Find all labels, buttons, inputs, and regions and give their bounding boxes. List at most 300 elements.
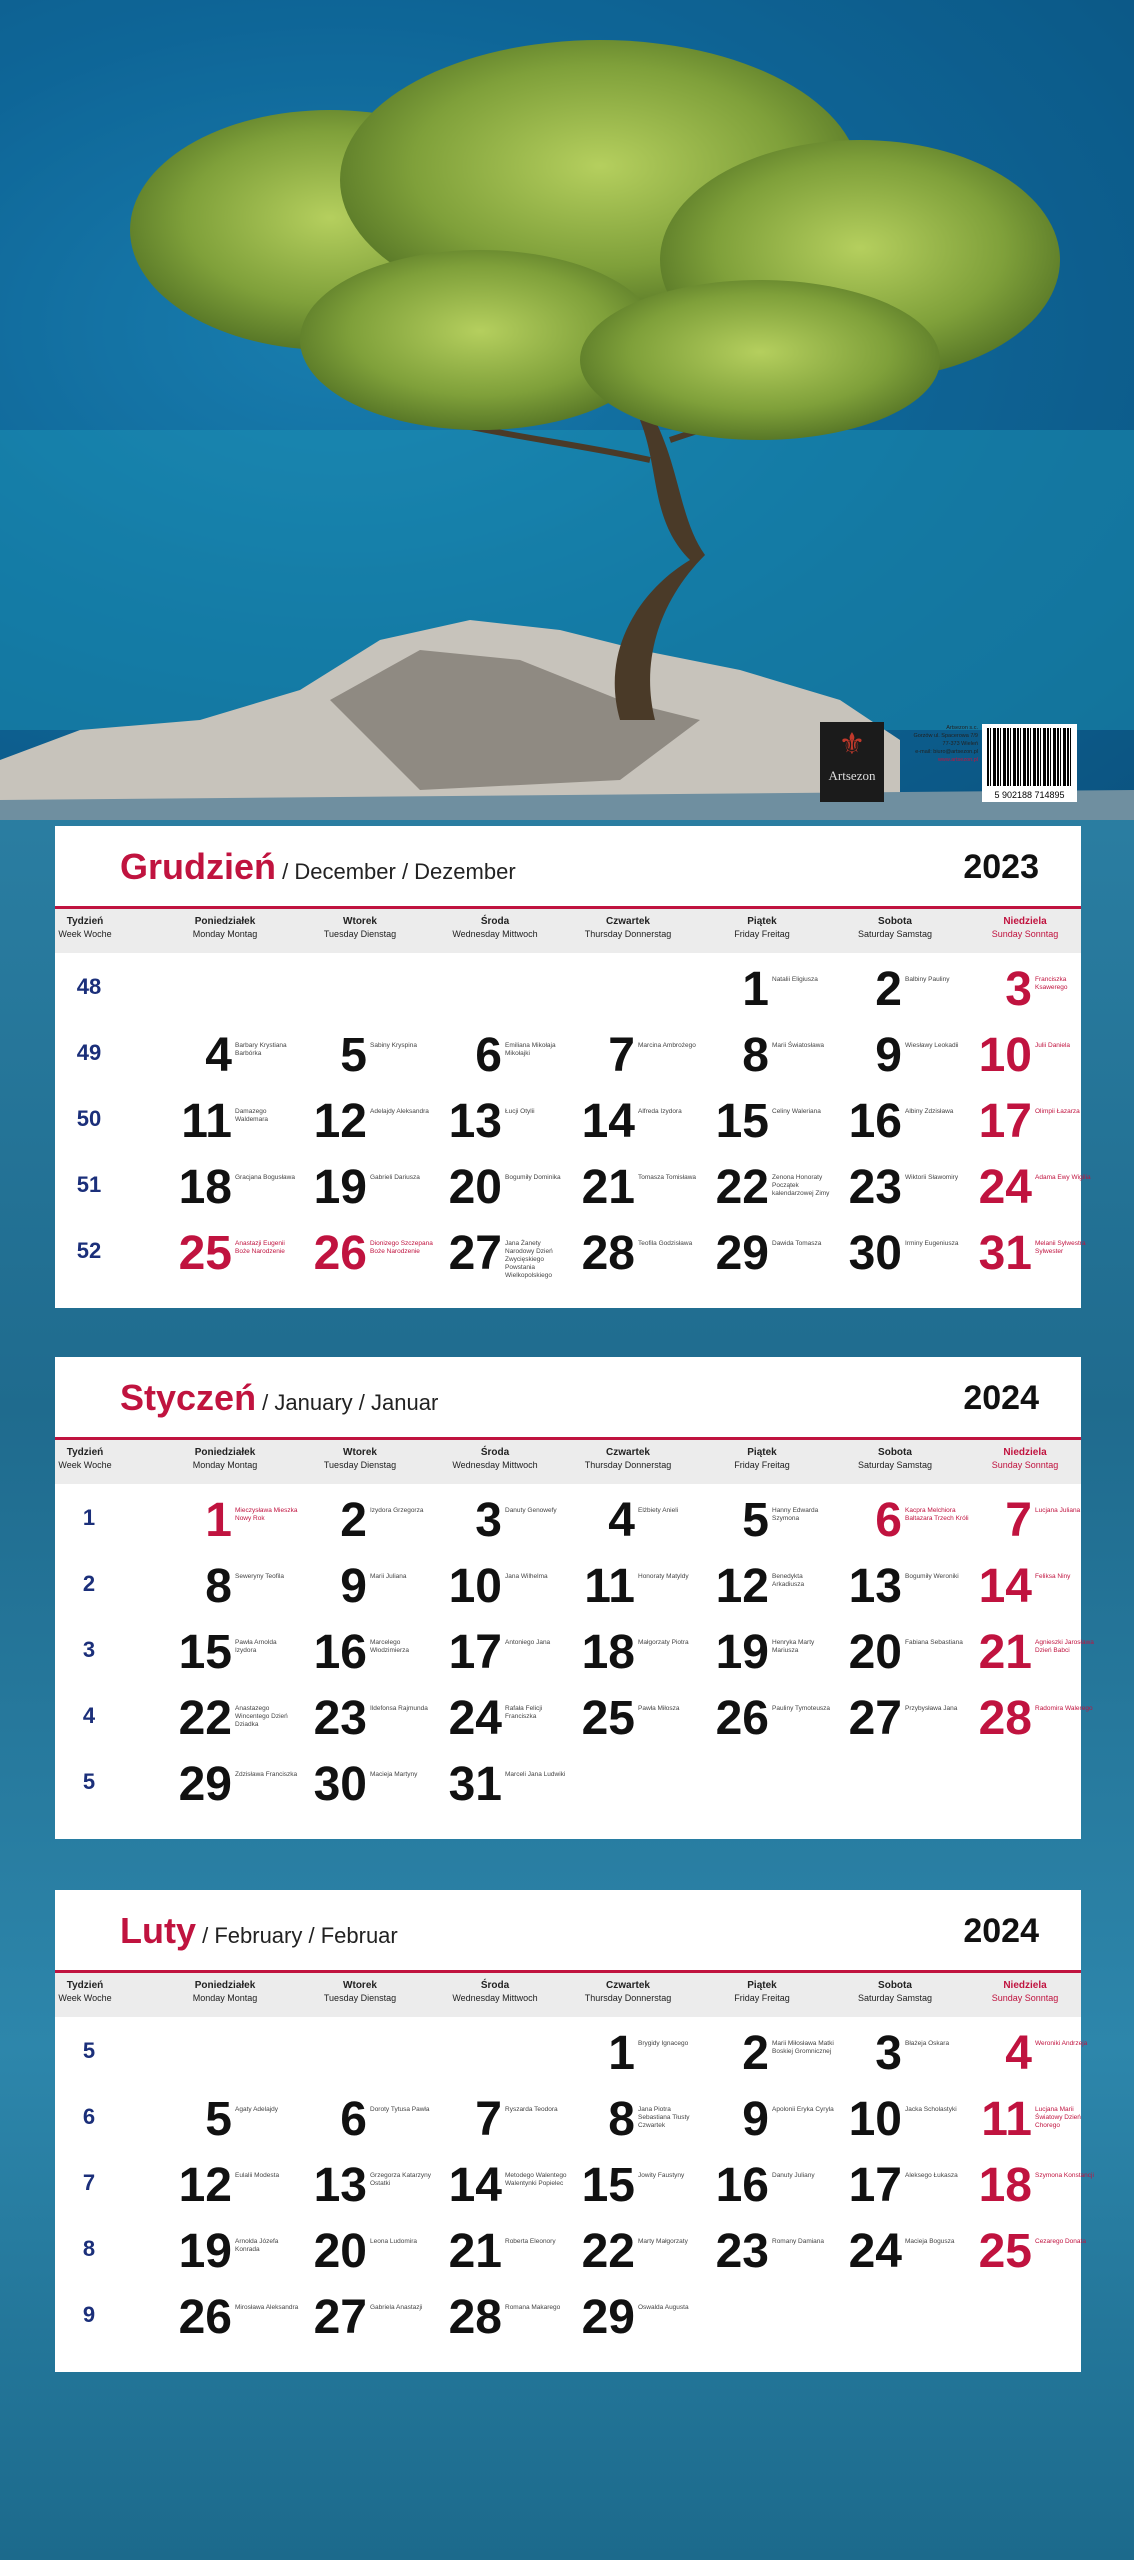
day-number: 14 xyxy=(978,1560,1032,1613)
week-row xyxy=(55,1751,1081,1817)
month-panel-2 xyxy=(55,1890,1094,2372)
weekday-name: Poniedziałek xyxy=(194,1980,256,1991)
nameday-text: Łucji Otylii xyxy=(505,1108,535,1115)
week-row xyxy=(55,2086,1081,2152)
month-name-label: Styczeń xyxy=(120,1377,257,1418)
day-cell xyxy=(970,2152,1100,2218)
day-cell xyxy=(707,1022,837,1088)
nameday-text: Feliksa Niny xyxy=(1035,1573,1071,1580)
nameday-text: Gabrieli Dariusza xyxy=(370,1174,420,1181)
day-number: 25 xyxy=(978,2225,1032,2278)
weekday-header xyxy=(563,916,693,940)
week-number: 50 xyxy=(76,1106,102,1131)
nameday-text: Metodego Walentego Walentynki Popielec xyxy=(505,2172,567,2187)
day-number: 31 xyxy=(978,1227,1032,1280)
weekday-header xyxy=(430,1447,560,1471)
publisher-logo xyxy=(820,722,884,802)
day-cell xyxy=(170,1154,300,1220)
month-name-label: Luty xyxy=(120,1910,196,1951)
nameday-text: Eulalii Modesta xyxy=(235,2172,280,2179)
day-number: 7 xyxy=(475,2093,502,2146)
week-row xyxy=(55,1619,1094,1685)
nameday-text: Izydora Grzegorza xyxy=(370,1507,424,1514)
day-cell xyxy=(970,956,1100,1022)
day-cell xyxy=(707,1154,837,1220)
day-cell xyxy=(305,1751,435,1817)
nameday-text: Emiliana Mikołaja Mikołajki xyxy=(505,1042,556,1057)
weekday-name: Niedziela xyxy=(1003,1980,1047,1991)
nameday-text: Dawida Tomasza xyxy=(772,1240,822,1247)
week-number: 5 xyxy=(82,1769,96,1794)
weekday-header xyxy=(430,1980,560,2004)
week-row xyxy=(55,2152,1094,2218)
publisher-address-line: e-mail: biuro@artsezon.pl xyxy=(915,749,978,755)
day-cell xyxy=(573,2284,703,2350)
day-number: 9 xyxy=(742,2093,769,2146)
publisher-address-line: 77-373 Wieleń xyxy=(942,741,978,747)
weekday-name: Środa xyxy=(480,916,510,927)
nameday-text: Jowity Faustyny xyxy=(638,2172,685,2179)
day-number: 11 xyxy=(981,2093,1032,2146)
day-cell xyxy=(170,2284,300,2350)
day-cell xyxy=(970,1619,1100,1685)
day-cell xyxy=(573,1088,703,1154)
day-number: 26 xyxy=(178,2291,232,2344)
day-cell xyxy=(573,1487,703,1553)
nameday-text: Cezarego Donata xyxy=(1035,2238,1086,2245)
day-number: 2 xyxy=(340,1494,367,1547)
nameday-text: Jana Wilhelma xyxy=(505,1573,548,1580)
day-cell xyxy=(573,1619,703,1685)
day-cell xyxy=(170,1220,300,1286)
nameday-text: Marcelego Włodzimierza xyxy=(370,1639,410,1654)
month-header xyxy=(55,1357,1081,1440)
week-number: 51 xyxy=(76,1172,102,1197)
weekday-translation: Wednesday Mittwoch xyxy=(452,1993,538,2003)
week-number: 8 xyxy=(82,2236,96,2261)
day-cell xyxy=(970,1154,1100,1220)
day-number: 7 xyxy=(1005,1494,1032,1547)
day-number: 18 xyxy=(581,1626,635,1679)
nameday-text: Alfreda Izydora xyxy=(638,1108,682,1115)
day-number: 13 xyxy=(313,2159,367,2212)
day-cell xyxy=(440,2152,570,2218)
nameday-text: Lucjana Marii Światowy Dzień Chorego xyxy=(1035,2106,1081,2129)
weekday-translation: Friday Freitag xyxy=(734,929,790,939)
logo-mark-icon: ⚜ xyxy=(838,728,866,761)
day-cell xyxy=(970,1553,1100,1619)
week-number: 5 xyxy=(82,2038,96,2063)
nameday-text: Macieja Martyny xyxy=(370,1771,418,1778)
day-cell xyxy=(573,2020,703,2086)
day-cell xyxy=(707,1088,837,1154)
day-cell xyxy=(440,1685,570,1751)
day-number: 21 xyxy=(448,2225,502,2278)
weekday-header xyxy=(55,1447,115,1471)
day-cell xyxy=(440,2284,570,2350)
weekday-translation: Wednesday Mittwoch xyxy=(452,1460,538,1470)
day-number: 31 xyxy=(448,1758,502,1811)
nameday-text: Mieczysława Mieszka Nowy Rok xyxy=(235,1507,298,1522)
day-number: 3 xyxy=(875,2027,902,2080)
weekday-name: Czwartek xyxy=(606,1447,650,1458)
weekday-name: Tydzień xyxy=(66,1447,104,1458)
day-cell xyxy=(707,1685,837,1751)
day-cell xyxy=(170,1487,300,1553)
day-cell xyxy=(840,2218,970,2284)
logo-text: Artsezon xyxy=(828,768,876,783)
day-number: 17 xyxy=(978,1095,1032,1148)
day-cell xyxy=(305,1088,435,1154)
weekday-name: Piątek xyxy=(747,1447,777,1458)
nameday-text: Elżbiety Anieli xyxy=(638,1507,679,1514)
nameday-text: Balbiny Pauliny xyxy=(905,976,950,983)
nameday-text: Damazego Waldemara xyxy=(235,1108,268,1123)
day-number: 19 xyxy=(313,1161,367,1214)
day-number: 14 xyxy=(448,2159,502,2212)
weekday-header-row xyxy=(55,909,1081,953)
day-number: 2 xyxy=(742,2027,769,2080)
week-row xyxy=(55,1553,1081,1619)
nameday-text: Marcina Ambrożego xyxy=(638,1042,696,1049)
day-number: 5 xyxy=(742,1494,769,1547)
nameday-text: Sabiny Kryspina xyxy=(370,1042,417,1049)
nameday-text: Julii Daniela xyxy=(1035,1042,1071,1049)
day-number: 24 xyxy=(978,1161,1032,1214)
week-number: 49 xyxy=(76,1040,102,1065)
weekday-translation: Thursday Donnerstag xyxy=(584,929,672,939)
nameday-text: Gracjana Bogusława xyxy=(235,1174,295,1181)
day-number: 16 xyxy=(715,2159,769,2212)
day-cell xyxy=(305,1154,435,1220)
nameday-text: Benedykta Arkadiusza xyxy=(772,1573,805,1588)
day-number: 2 xyxy=(875,963,902,1016)
weekday-name: Wtorek xyxy=(343,916,377,927)
day-number: 27 xyxy=(313,2291,367,2344)
nameday-text: Mirosława Aleksandra xyxy=(235,2304,299,2311)
weekday-translation: Friday Freitag xyxy=(734,1993,790,2003)
nameday-text: Bogumiły Weroniki xyxy=(905,1573,959,1580)
nameday-text: Adama Ewy Wigilia xyxy=(1035,1174,1091,1181)
day-cell xyxy=(305,2152,435,2218)
nameday-text: Jana Żanety Narodowy Dzień Zwycięskiego Powstania Wielkopolskiego xyxy=(505,1240,553,1279)
day-number: 24 xyxy=(848,2225,902,2278)
weekday-header xyxy=(830,1980,960,2004)
day-cell xyxy=(170,2152,300,2218)
day-cell xyxy=(840,956,970,1022)
day-cell xyxy=(707,1220,837,1286)
day-number: 30 xyxy=(313,1758,367,1811)
week-number: 2 xyxy=(82,1571,96,1596)
day-number: 26 xyxy=(715,1692,769,1745)
weekday-translation: Sunday Sonntag xyxy=(991,1460,1059,1470)
day-cell xyxy=(440,1088,570,1154)
day-number: 4 xyxy=(608,1494,635,1547)
publisher-info xyxy=(890,724,978,764)
day-number: 18 xyxy=(178,1161,232,1214)
barcode-bars xyxy=(987,728,1072,786)
day-cell xyxy=(305,2284,435,2350)
month-header xyxy=(55,826,1081,909)
weekday-name: Piątek xyxy=(747,916,777,927)
day-cell xyxy=(305,1487,435,1553)
month-year: 2024 xyxy=(963,1379,1039,1417)
day-number: 20 xyxy=(448,1161,502,1214)
weekday-header xyxy=(430,916,560,940)
nameday-text: Marii Światosława xyxy=(772,1042,825,1049)
weekday-translation: Week Woche xyxy=(58,1460,112,1470)
nameday-text: Ryszarda Teodora xyxy=(505,2106,558,2113)
day-number: 11 xyxy=(181,1095,232,1148)
day-cell xyxy=(840,1619,970,1685)
day-cell xyxy=(440,1487,570,1553)
day-number: 5 xyxy=(205,2093,232,2146)
day-number: 20 xyxy=(313,2225,367,2278)
nameday-text: Albiny Zdzisława xyxy=(905,1108,954,1115)
day-number: 25 xyxy=(178,1227,232,1280)
day-number: 10 xyxy=(978,1029,1032,1082)
weekday-header xyxy=(697,1980,827,2004)
day-number: 22 xyxy=(715,1161,769,1214)
nameday-text: Honoraty Matyldy xyxy=(638,1573,689,1580)
day-cell xyxy=(573,1022,703,1088)
day-cell xyxy=(170,1022,300,1088)
nameday-text: Pawła Arnolda Izydora xyxy=(235,1639,277,1654)
nameday-text: Małgorzaty Piotra xyxy=(638,1639,689,1646)
day-number: 23 xyxy=(848,1161,902,1214)
week-row xyxy=(55,956,1081,1022)
day-cell xyxy=(840,1154,970,1220)
day-number: 26 xyxy=(313,1227,367,1280)
day-cell xyxy=(573,1154,703,1220)
nameday-text: Natalii Eligiusza xyxy=(772,976,818,983)
day-cell xyxy=(707,1619,837,1685)
day-cell xyxy=(305,2086,435,2152)
day-cell xyxy=(305,2218,435,2284)
day-cell xyxy=(573,2218,703,2284)
day-cell xyxy=(170,1553,300,1619)
weekday-name: Tydzień xyxy=(66,1980,104,1991)
weekday-name: Sobota xyxy=(878,1447,912,1458)
nameday-text: Jana Piotra Sebastiana Tłusty Czwartek xyxy=(638,2106,690,2129)
day-cell xyxy=(573,2152,703,2218)
nameday-text: Romany Damiana xyxy=(772,2238,825,2245)
weekday-translation: Sunday Sonntag xyxy=(991,1993,1059,2003)
nameday-text: Błażeja Oskara xyxy=(905,2040,950,2047)
weekday-name: Niedziela xyxy=(1003,916,1047,927)
weekday-translation: Monday Montag xyxy=(192,1460,258,1470)
day-cell xyxy=(707,956,837,1022)
month-name xyxy=(120,846,516,888)
nameday-text: Zenona Honoraty Początek kalendarzowej Zimy xyxy=(772,1174,830,1197)
nameday-text: Arnolda Józefa Konrada xyxy=(235,2238,279,2253)
nameday-text: Weroniki Andrzeja xyxy=(1035,2040,1088,2047)
month-subtitle: / February / Februar xyxy=(196,1923,398,1948)
day-number: 25 xyxy=(581,1692,635,1745)
day-cell xyxy=(707,1487,837,1553)
day-cell xyxy=(305,1553,435,1619)
day-number: 6 xyxy=(475,1029,502,1082)
day-number: 27 xyxy=(448,1227,502,1280)
nameday-text: Radomira Walerego xyxy=(1035,1705,1093,1712)
nameday-text: Marceli Jana Ludwiki xyxy=(505,1771,566,1778)
day-cell xyxy=(440,1220,570,1286)
day-number: 9 xyxy=(875,1029,902,1082)
day-cell xyxy=(440,2218,570,2284)
day-number: 4 xyxy=(1005,2027,1032,2080)
weekday-translation: Saturday Samstag xyxy=(857,929,933,939)
weekday-header xyxy=(160,1447,290,1471)
day-number: 12 xyxy=(715,1560,769,1613)
weekday-translation: Tuesday Dienstag xyxy=(323,1993,397,2003)
day-number: 7 xyxy=(608,1029,635,1082)
day-number: 20 xyxy=(848,1626,902,1679)
day-cell xyxy=(440,1553,570,1619)
weekday-header xyxy=(563,1980,693,2004)
month-year: 2023 xyxy=(963,848,1039,886)
barcode-number: 5 902188 714895 xyxy=(994,790,1065,800)
day-number: 22 xyxy=(178,1692,232,1745)
nameday-text: Kacpra Melchiora Baltazara Trzech Króli xyxy=(905,1507,969,1522)
week-number: 6 xyxy=(82,2104,96,2129)
day-number: 23 xyxy=(313,1692,367,1745)
day-number: 1 xyxy=(608,2027,635,2080)
nameday-text: Seweryny Teofila xyxy=(235,1573,285,1580)
nameday-text: Doroty Tytusa Pawła xyxy=(370,2106,430,2113)
day-number: 18 xyxy=(978,2159,1032,2212)
nameday-text: Rafała Felicji Franciszka xyxy=(505,1705,543,1720)
weekday-name: Poniedziałek xyxy=(194,916,256,927)
day-cell xyxy=(707,2020,837,2086)
day-cell xyxy=(573,1553,703,1619)
day-cell xyxy=(840,2086,970,2152)
nameday-text: Henryka Marty Mariusza xyxy=(772,1639,815,1654)
day-number: 15 xyxy=(178,1626,232,1679)
day-cell xyxy=(970,1487,1100,1553)
day-number: 12 xyxy=(313,1095,367,1148)
day-number: 29 xyxy=(178,1758,232,1811)
month-panel-1 xyxy=(55,1357,1094,1839)
day-number: 15 xyxy=(715,1095,769,1148)
day-number: 6 xyxy=(340,2093,367,2146)
weekday-header xyxy=(563,1447,693,1471)
day-cell xyxy=(170,1088,300,1154)
day-number: 21 xyxy=(978,1626,1032,1679)
weekday-header xyxy=(830,1447,960,1471)
week-row xyxy=(55,2020,1088,2086)
week-number: 48 xyxy=(76,974,102,999)
day-cell xyxy=(840,1487,970,1553)
weekday-translation: Tuesday Dienstag xyxy=(323,1460,397,1470)
weekday-name: Wtorek xyxy=(343,1447,377,1458)
publisher-website: www.artsezon.pl xyxy=(937,757,978,763)
day-number: 13 xyxy=(848,1560,902,1613)
nameday-text: Oswalda Augusta xyxy=(638,2304,689,2311)
weekday-name: Sobota xyxy=(878,1980,912,1991)
day-cell xyxy=(170,1619,300,1685)
nameday-text: Danuty Genowefy xyxy=(505,1507,557,1514)
week-row xyxy=(55,1154,1091,1220)
day-cell xyxy=(573,1685,703,1751)
nameday-text: Wiktorii Sławomiry xyxy=(905,1174,959,1181)
weekday-translation: Saturday Samstag xyxy=(857,1993,933,2003)
nameday-text: Romana Makarego xyxy=(505,2304,561,2311)
day-cell xyxy=(170,2218,300,2284)
nameday-text: Leona Ludomira xyxy=(370,2238,417,2245)
weekday-translation: Monday Montag xyxy=(192,929,258,939)
nameday-text: Franciszka Ksawerego xyxy=(1035,976,1068,991)
week-number: 9 xyxy=(82,2302,96,2327)
nameday-text: Celiny Waleriana xyxy=(772,1108,821,1115)
day-cell xyxy=(707,2152,837,2218)
week-row xyxy=(55,1220,1086,1286)
day-cell xyxy=(840,2152,970,2218)
weekday-name: Niedziela xyxy=(1003,1447,1047,1458)
weekday-name: Poniedziałek xyxy=(194,1447,256,1458)
day-number: 29 xyxy=(715,1227,769,1280)
day-cell xyxy=(440,1751,570,1817)
day-cell xyxy=(305,1619,435,1685)
day-cell xyxy=(970,1088,1100,1154)
nameday-text: Danuty Juliany xyxy=(772,2172,815,2179)
nameday-text: Apolonii Eryka Cyryla xyxy=(772,2106,834,2113)
nameday-text: Agnieszki Jarosława Dzień Babci xyxy=(1035,1639,1094,1654)
day-number: 9 xyxy=(340,1560,367,1613)
day-cell xyxy=(970,2218,1100,2284)
nameday-text: Agaty Adelajdy xyxy=(235,2106,279,2113)
day-number: 10 xyxy=(448,1560,502,1613)
nameday-text: Olimpii Łazarza xyxy=(1035,1108,1080,1115)
day-cell xyxy=(970,1220,1100,1286)
nameday-text: Anastazji Eugenii Boże Narodzenie xyxy=(235,1240,285,1255)
month-subtitle: / December / Dezember xyxy=(276,859,516,884)
weekday-translation: Week Woche xyxy=(58,1993,112,2003)
weekday-translation: Monday Montag xyxy=(192,1993,258,2003)
nameday-text: Jacka Scholastyki xyxy=(905,2106,957,2113)
day-number: 22 xyxy=(581,2225,635,2278)
nameday-text: Hanny Edwarda Szymona xyxy=(772,1507,819,1522)
weekday-header xyxy=(295,1980,425,2004)
nameday-text: Antoniego Jana xyxy=(505,1639,551,1646)
nameday-text: Grzegorza Katarzyny Ostatki xyxy=(370,2172,432,2187)
day-cell xyxy=(707,1553,837,1619)
nameday-text: Melanii Sylwestra Sylwester xyxy=(1035,1240,1086,1255)
day-number: 24 xyxy=(448,1692,502,1745)
week-row xyxy=(55,1487,1081,1553)
barcode xyxy=(982,724,1077,802)
nameday-text: Aleksego Łukasza xyxy=(905,2172,958,2179)
month-name xyxy=(120,1377,438,1419)
day-cell xyxy=(840,1553,970,1619)
day-number: 28 xyxy=(448,2291,502,2344)
day-cell xyxy=(440,1619,570,1685)
weekday-header xyxy=(697,916,827,940)
weekday-header xyxy=(960,1447,1090,1471)
weekday-header xyxy=(160,1980,290,2004)
day-number: 16 xyxy=(313,1626,367,1679)
month-name xyxy=(120,1910,398,1952)
day-cell xyxy=(440,2086,570,2152)
weekday-name: Tydzień xyxy=(66,916,104,927)
day-cell xyxy=(970,1022,1100,1088)
nameday-text: Teofila Godzisława xyxy=(638,1240,693,1247)
day-number: 4 xyxy=(205,1029,232,1082)
day-cell xyxy=(305,1220,435,1286)
day-cell xyxy=(170,1685,300,1751)
day-number: 28 xyxy=(581,1227,635,1280)
week-number: 3 xyxy=(82,1637,96,1662)
nameday-text: Szymona Konstancji xyxy=(1035,2172,1094,2179)
